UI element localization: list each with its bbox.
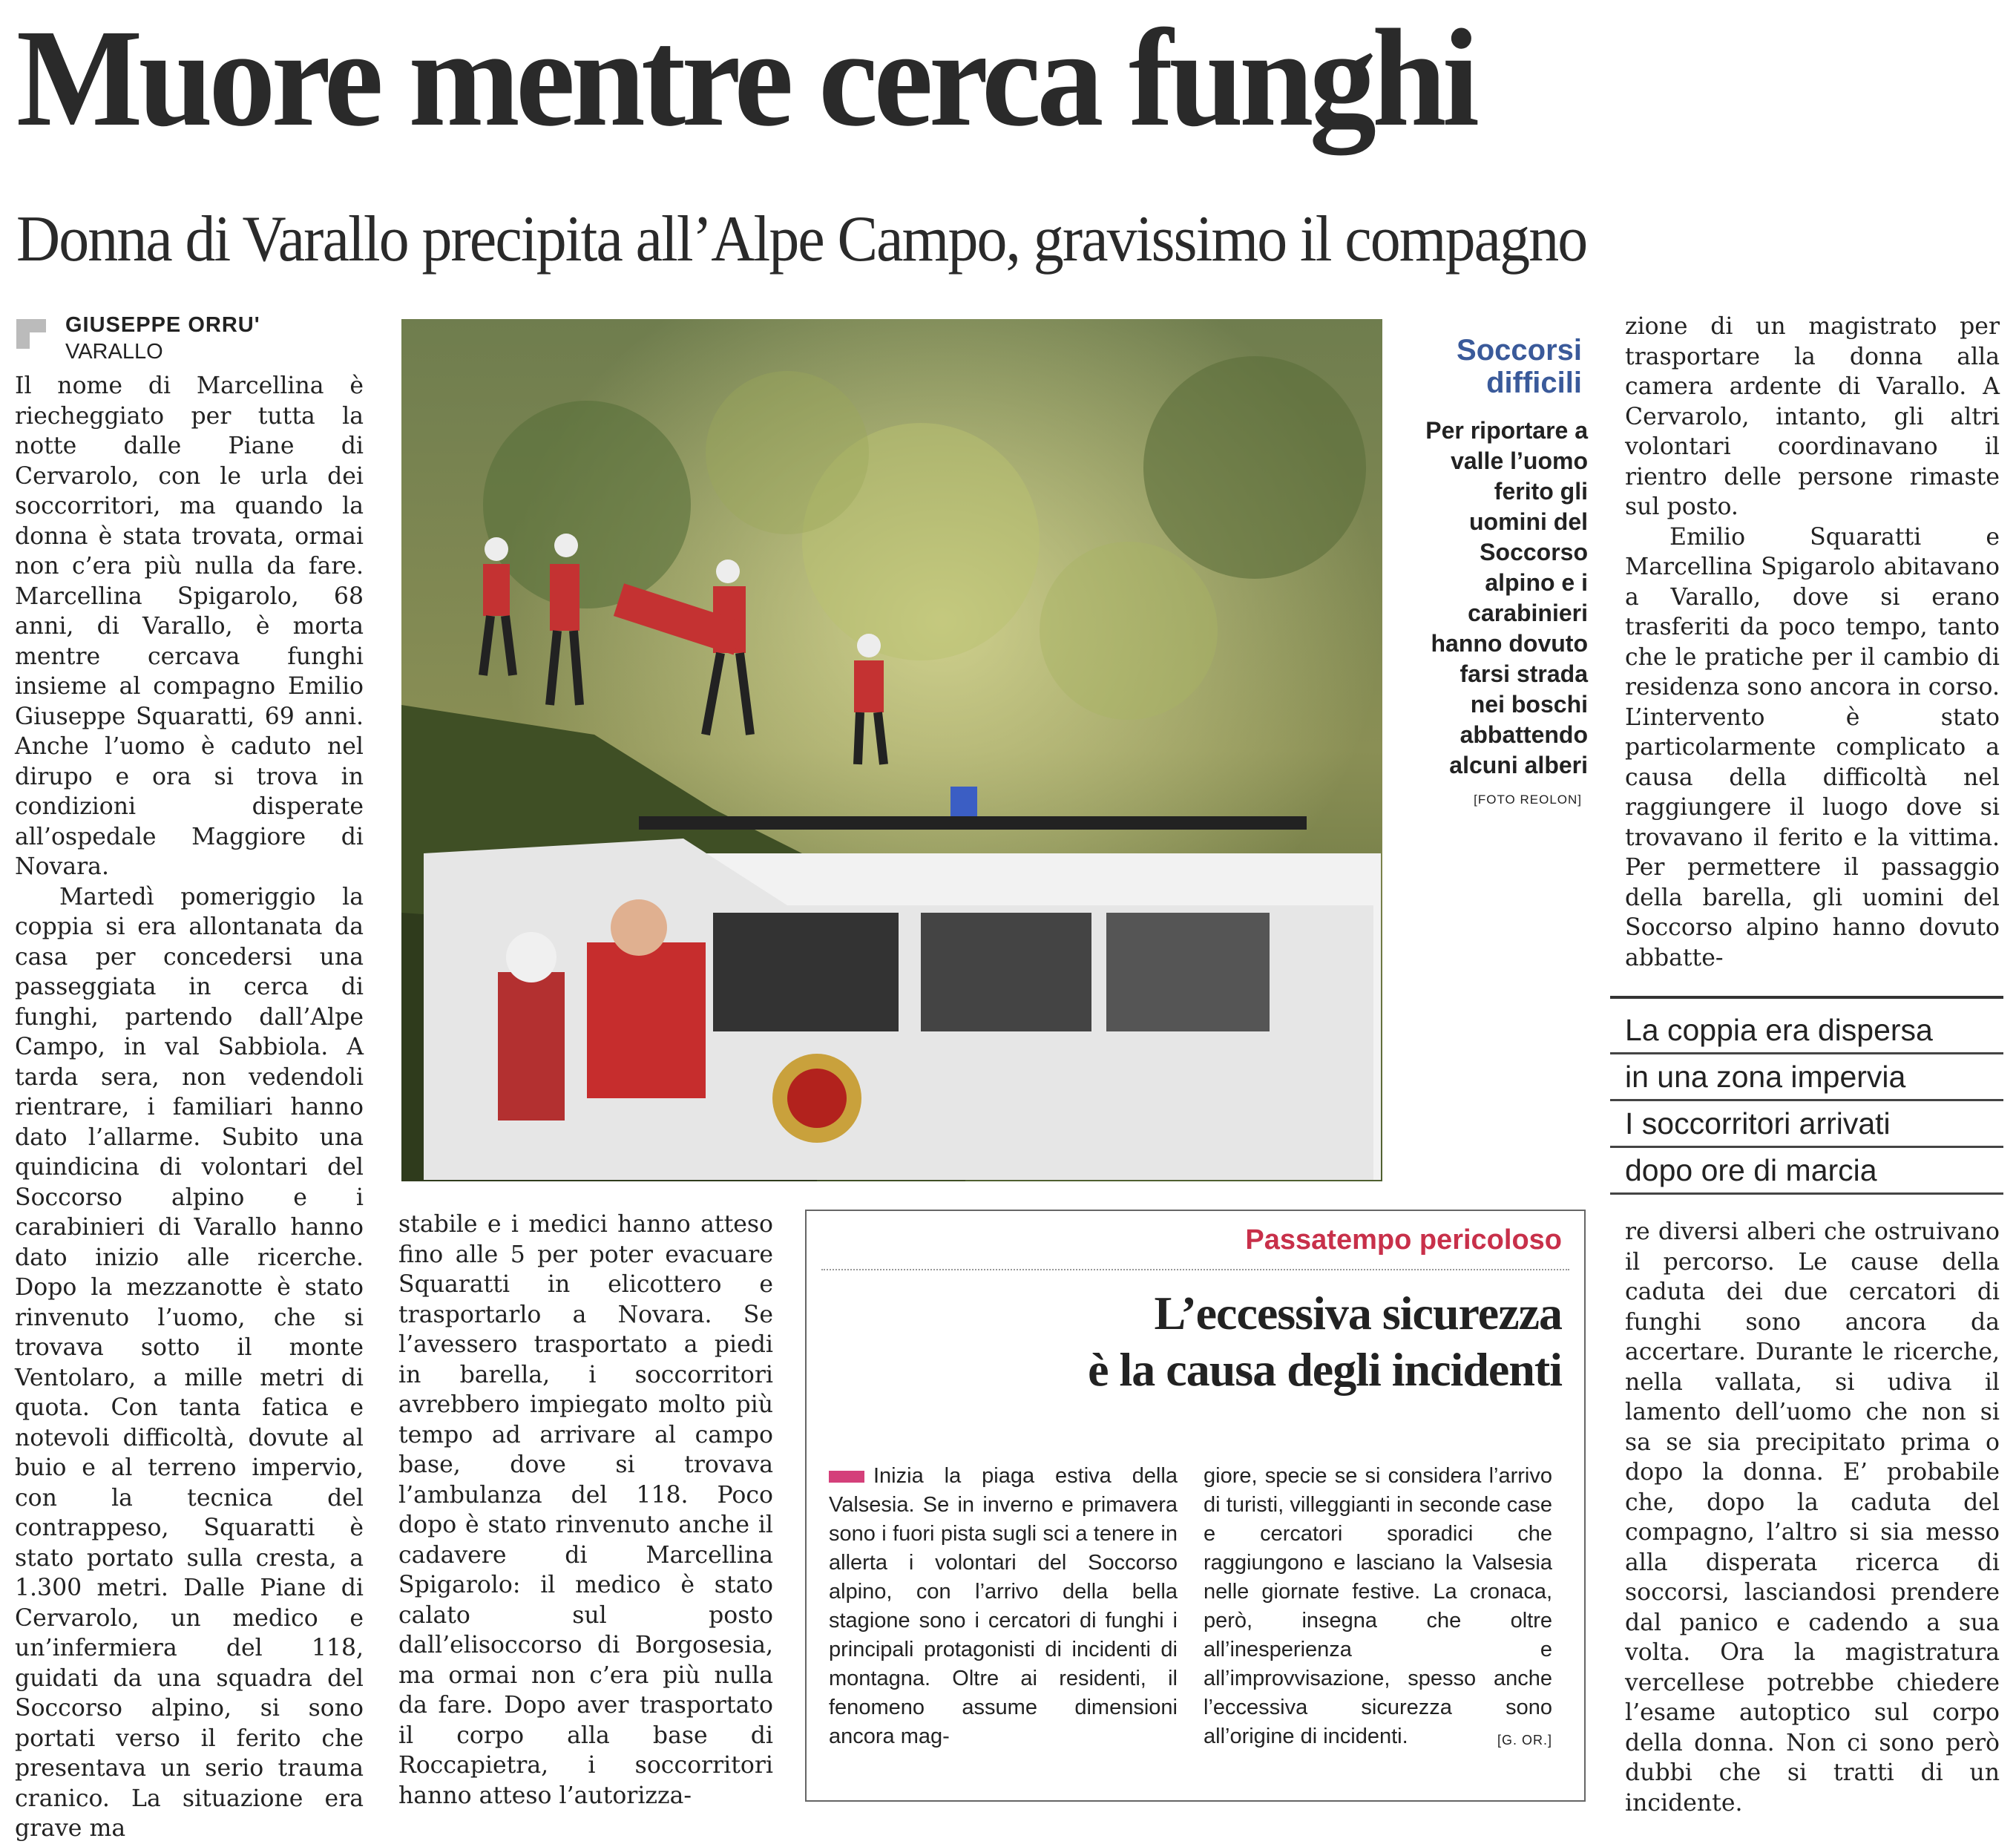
box-divider [821,1269,1569,1270]
box-column-text: Inizia la piaga estiva della Valsesia. Se in inverno e primavera sono i fuori pista sugli sci a tenere in allerta i volontari del Soccorso alpino, con l’arrivo della bella stagione sono i cercatori di funghi i principali protagonisti di incidenti di montagna. Oltre ai residenti, il fenomeno assume dimensioni ancora mag- [829,1464,1178,1748]
paragraph: re diversi alberi che ostruivano il percorso. Le cause della caduta dei due cercatori di funghi sono ancora da accertare. Durante le ricerche, nella vallata, si udiva il lamento dell’uomo che non si sa se sia precipitato prima o dopo la donna. E’ probabile che, dopo la caduta del compagno, l’altro si sia messo alla disperata ricerca di soccorsi, lasciandosi prendere dal panico e cadendo a sua volta. Ora la magistratura vercellese potrebbe chiedere l’esame autoptico sul corpo della donna. Non ci sono però dubbi che si tratti di un incidente. [1625,1218,2000,1817]
article-column-4-top [1625,312,2000,980]
paragraph: Martedì pomeriggio la coppia si era allontanata da casa per concedersi una passeggiata in cerca di funghi, partendo dall’Alpe Campo, in val Sabbiola. A tarda sera, non vedendoli rientrare, i familiari hanno dato l’allarme. Subito una quindicina di volontari del Soccorso alpino e i carabinieri di Varallo hanno dato inizio alle ricerche. Dopo la mezzanotte è stato rinvenuto l’uomo, che si trovava sotto il monte Ventolaro, a mille metri di quota. Con tanta fatica e notevoli difficoltà, dovute al buio e al terreno impervio, con la tecnica del contrappeso, Squaratti è stato portato sulla cresta, a 1.300 metri. Dalle Piane di Cervarolo, un medico e un’infermiera del 118, guidati da una squadra del Soccorso alpino, si sono portati verso il ferito che presentava un serio trauma cranico. La situazione era grave ma [15,883,364,1842]
paragraph: stabile e i medici hanno atteso fino alle 5 per poter evacuare Squaratti in elicottero e trasportarlo a Novara. Se l’avessero trasportato a piedi in barella, i soccorritori avrebbero impiegato molto più tempo ad arrivare al campo base, dove si trovava l’ambulanza del 118. Poco dopo è stato rinvenuto anche il cadavere di Marcellina Spigarolo: il medico è stato calato sul posto dall’elisoccorso di Borgosesia, ma ormai non c’era più nulla da fare. Dopo aver trasportato il corpo alla base di Roccapietra, i soccorritori hanno atteso l’autorizza- [398,1211,773,1809]
sidebar-line: Soccorso [1480,539,1588,565]
sidebar-line: abbattendo [1460,721,1588,748]
paragraph: zione di un magistrato per trasportare la donna alla camera ardente di Varallo. A Cervarolo, intanto, gli altri volontari coordinavano il rientro delle persone rimaste sul posto. [1625,313,2000,520]
byline-corner-mark [16,319,46,349]
sidebar-line: Per riportare a [1425,417,1588,444]
pull-quote-line: I soccorritori arrivati [1610,1101,2003,1148]
sidebar-line: uomini del [1469,508,1588,535]
sidebar-line: alpino e i [1485,569,1588,596]
pull-quote-rule [1610,996,2003,999]
article-column-2 [398,1210,773,1809]
article-column-1 [15,371,364,1842]
pull-quote-line: dopo ore di marcia [1610,1148,2003,1195]
article-column-4-bottom [1625,1217,2000,1817]
box-column-text: giore, specie se si considera l’arrivo di turisti, villeggianti in seconde case e cercatori sporadici che raggiungono e lasciano la Valsesia nelle giornate festive. La cronaca, però, insegna che oltre all’inesperienza e all’improvvisazione, spesso anche l’eccessiva sicurezza sono all’origine di incidenti. [1204,1464,1552,1748]
box-signature: [G. OR.] [1497,1733,1552,1748]
paragraph: Il nome di Marcellina è riecheggiato per tutta la notte dalle Piane di Cervarolo, con le urla dei soccorritori, ma quando la donna è stata trovata, ormai non c’era più nulla da fare. Marcellina Spigarolo, 68 anni, di Varallo, è morta mentre cercava funghi insieme al compagno Emilio Giuseppe Squaratti, 69 anni. Anche l’uomo è caduto nel dirupo e ora si trova in condizioni disperate all’ospedale Maggiore di Novara. [15,373,364,880]
sidebar-text [1402,416,1588,781]
box-lead-mark [829,1471,864,1483]
rescue-photo [401,319,1382,1181]
box-title-line: L’eccessiva sicurezza [1154,1287,1562,1339]
sidebar-line: ferito gli [1494,478,1588,505]
sidebar-line: carabinieri [1468,600,1588,626]
headline: Muore mentre cerca funghi [16,0,1476,155]
sidebar-title-line: Soccorsi [1457,334,1582,367]
sidebar-line: valle l’uomo [1451,447,1588,474]
sidebar-line: nei boschi [1470,691,1588,718]
paragraph: Emilio Squaratti e Marcellina Spigarolo abitavano a Varallo, dove si erano trasferiti da poco tempo, tanto che le pratiche per il cambio di residenza sono ancora in corso. L’intervento è stato particolarmente complicato a causa della difficoltà nel raggiungere il luogo dove si trovavano il ferito e la vittima. Per permettere il passaggio della barella, gli uomini del Soccorso alpino hanno dovuto abbatte- [1625,523,2000,971]
rescue-scene-illustration [401,319,1382,1181]
byline-place: VARALLO [65,340,163,364]
byline-author: GIUSEPPE ORRU' [65,313,260,337]
sidebar-line: alcuni alberi [1449,752,1588,778]
sidebar-title-line: difficili [1486,367,1582,399]
box-title-line: è la causa degli incidenti [1088,1343,1562,1396]
box-column-2 [1204,1462,1552,1755]
subheadline: Donna di Varallo precipita all’Alpe Campo, gravissimo il compagno [16,203,1587,275]
sidebar-line: hanno dovuto [1431,630,1588,657]
box-title [894,1285,1562,1398]
boxed-article [805,1210,1586,1802]
pull-quote-line: in una zona impervia [1610,1054,2003,1101]
box-column-1 [829,1462,1178,1751]
photo-credit: [FOTO REOLON] [1474,793,1582,807]
sidebar-title [1402,334,1582,399]
pull-quote-line: La coppia era dispersa [1610,1008,2003,1054]
pull-quote [1610,996,2003,1195]
box-kicker: Passatempo pericoloso [1245,1224,1562,1256]
sidebar-line: farsi strada [1460,660,1588,687]
